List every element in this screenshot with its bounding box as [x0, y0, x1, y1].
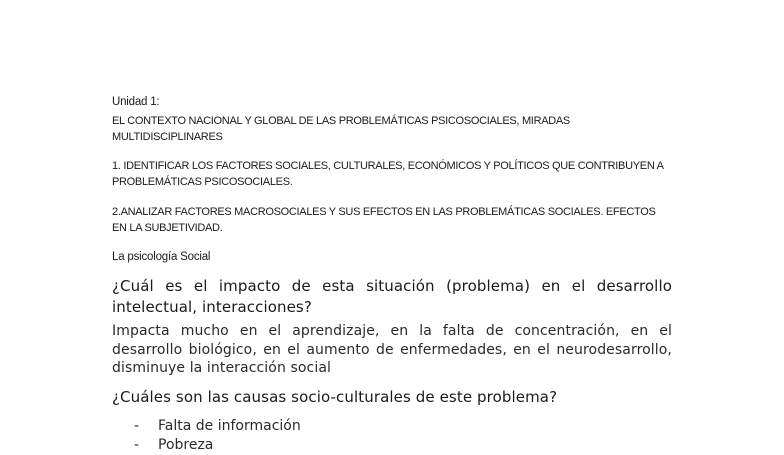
answer-1: Impacta mucho en el aprendizaje, en la falta de concentración, en el desarrollo biológico, en el aumento de enfermedades, en el neurodesarrollo, disminuye la interacción social	[112, 323, 672, 376]
list-item-text: Falta de información	[158, 418, 301, 434]
question-2: ¿Cuáles son las causas socio-culturales de este problema?	[112, 388, 558, 406]
objective-2: 2.ANALIZAR FACTORES MACROSOCIALES Y SUS EFECTOS EN LAS PROBLEMÁTICAS SOCIALES. EFECTOS EN LA SUBJETIVIDAD.	[112, 206, 656, 234]
section-label: La psicología Social	[112, 251, 211, 263]
unit-title: EL CONTEXTO NACIONAL Y GLOBAL DE LAS PROBLEMÁTICAS PSICOSOCIALES, MIRADAS MULTIDISCIPLINARES	[112, 115, 570, 143]
list-item	[112, 417, 672, 436]
list-bullet: -	[134, 437, 140, 453]
list-bullet: -	[134, 418, 140, 434]
question-1: ¿Cuál es el impacto de esta situación (problema) en el desarrollo intelectual, interacciones?	[112, 277, 672, 316]
list-item-text: Pobreza	[158, 437, 214, 453]
objective-1: 1. IDENTIFICAR LOS FACTORES SOCIALES, CULTURALES, ECONÓMICOS Y POLÍTICOS QUE CONTRIBUYEN A PROBLEMÁTICAS PSICOSOCIALES.	[112, 160, 664, 188]
causes-list	[112, 417, 672, 455]
unit-label: Unidad 1:	[112, 96, 160, 108]
list-item	[112, 436, 672, 455]
